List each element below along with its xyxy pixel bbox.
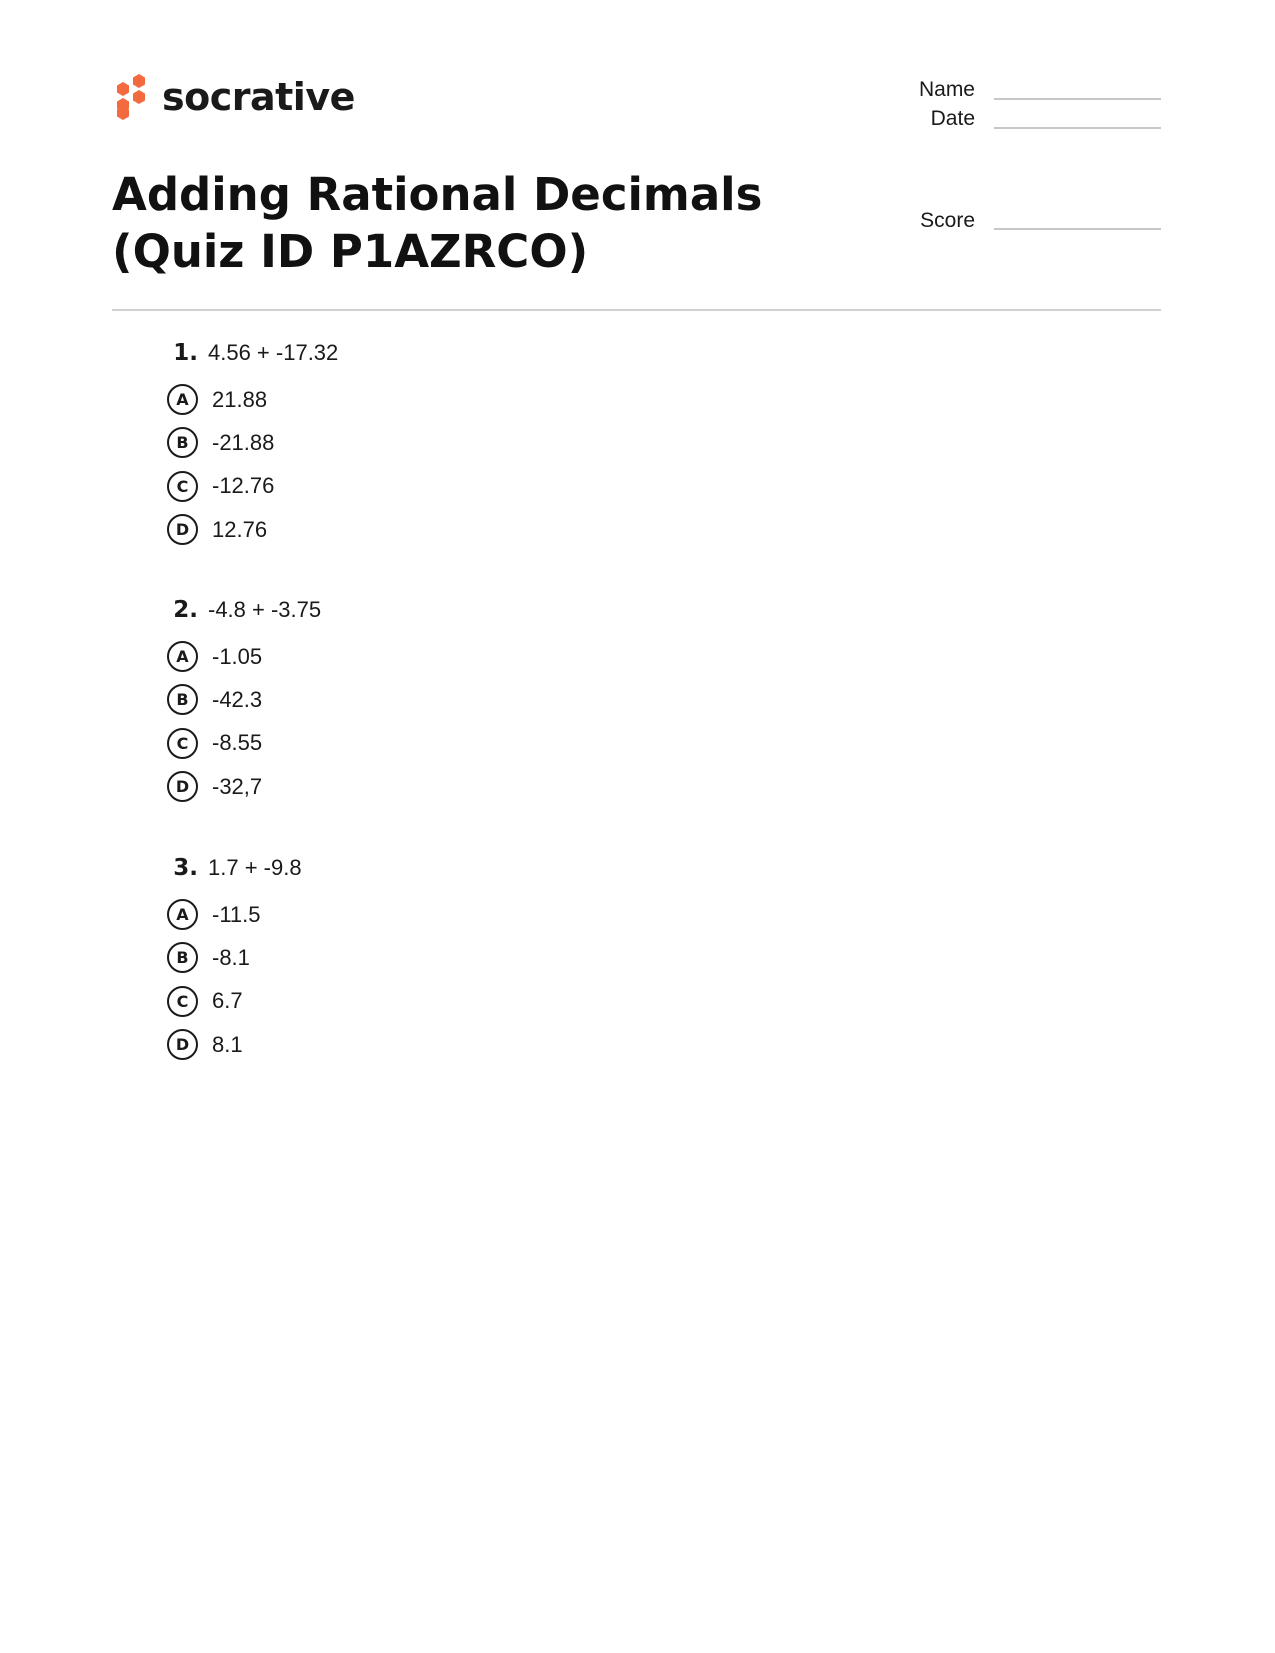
answer-bubble[interactable]: C	[167, 986, 198, 1017]
question-number: 2.	[173, 597, 198, 623]
option-a[interactable]	[160, 378, 760, 421]
option-d[interactable]	[160, 1023, 760, 1066]
question-3	[160, 855, 760, 1066]
option-d[interactable]	[160, 765, 760, 808]
option-text: -1.05	[212, 643, 263, 669]
question-text: 1.7 + -9.8	[208, 855, 302, 880]
option-c[interactable]	[160, 980, 760, 1023]
option-b[interactable]	[160, 936, 760, 979]
quiz-title: Adding Rational Decimals (Quiz ID P1AZRCO)	[112, 168, 763, 278]
score-label: Score	[920, 209, 975, 232]
date-field-line[interactable]	[994, 127, 1161, 129]
date-label: Date	[930, 107, 975, 130]
answer-bubble[interactable]: D	[167, 514, 198, 545]
header-divider	[112, 309, 1161, 311]
option-text: 21.88	[212, 386, 268, 412]
socrative-logo	[112, 72, 355, 122]
question-number: 3.	[173, 855, 198, 881]
option-d[interactable]	[160, 508, 760, 551]
option-text: -42.3	[212, 686, 263, 712]
option-text: 8.1	[212, 1031, 243, 1057]
answer-bubble[interactable]: B	[167, 684, 198, 715]
option-text: -8.55	[212, 730, 263, 756]
name-field-line[interactable]	[994, 98, 1161, 100]
option-b[interactable]	[160, 421, 760, 464]
answer-bubble[interactable]: D	[167, 1029, 198, 1060]
option-a[interactable]	[160, 635, 760, 678]
option-a[interactable]	[160, 893, 760, 936]
option-text: -21.88	[212, 429, 275, 455]
option-b[interactable]	[160, 678, 760, 721]
question-text: 4.56 + -17.32	[208, 340, 339, 365]
question-text: -4.8 + -3.75	[208, 597, 322, 622]
answer-bubble[interactable]: D	[167, 771, 198, 802]
answer-bubble[interactable]: B	[167, 942, 198, 973]
option-c[interactable]	[160, 465, 760, 508]
option-text: -12.76	[212, 473, 275, 499]
answer-bubble[interactable]: A	[167, 384, 198, 415]
question-2	[160, 597, 760, 808]
answer-bubble[interactable]: A	[167, 899, 198, 930]
score-field-line[interactable]	[994, 228, 1161, 230]
question-1	[160, 340, 760, 551]
logo-wordmark: socrative	[162, 75, 355, 119]
answer-bubble[interactable]: C	[167, 728, 198, 759]
option-text: 12.76	[212, 516, 268, 542]
answer-bubble[interactable]: B	[167, 427, 198, 458]
option-text: 6.7	[212, 988, 243, 1014]
answer-bubble[interactable]: C	[167, 471, 198, 502]
option-text: -11.5	[212, 901, 261, 927]
name-label: Name	[918, 78, 975, 101]
answer-bubble[interactable]: A	[167, 641, 198, 672]
hexagon-cluster-icon	[112, 72, 150, 122]
question-number: 1.	[173, 340, 198, 366]
option-c[interactable]	[160, 722, 760, 765]
option-text: -8.1	[212, 944, 250, 970]
option-text: -32,7	[212, 773, 263, 799]
